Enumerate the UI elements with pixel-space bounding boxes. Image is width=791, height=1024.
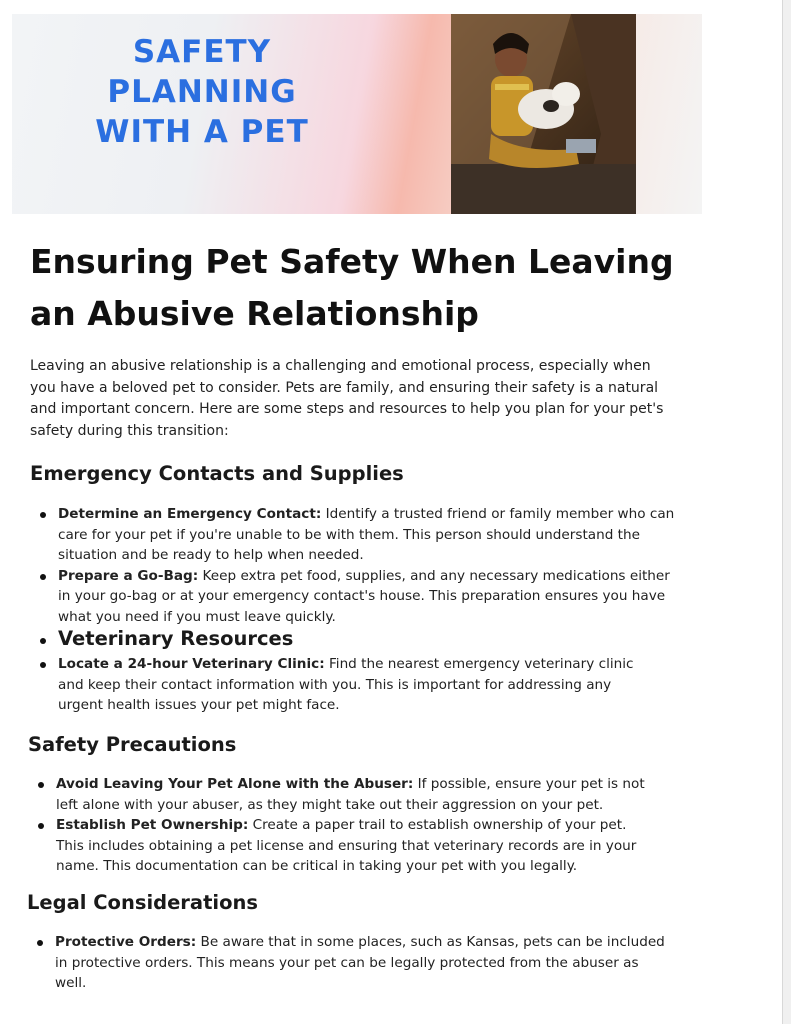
emergency-list: [38, 504, 678, 627]
item-text: Find the nearest emergency veterinary clinic and keep their contact information with you. This is important for addressing any urgent health issues your pet might face.: [58, 656, 634, 713]
heading-emergency: Emergency Contacts and Supplies: [30, 462, 404, 485]
item-text: Keep extra pet food, supplies, and any necessary medications either in your go-bag or at your emergency contact's house. This preparation ensures you have what you need if you must leave quickly.: [58, 567, 670, 625]
item-text: If possible, ensure your pet is not left alone with your abuser, as they might take out their aggression on your pet.: [56, 776, 645, 813]
item-text: Identify a trusted friend or family member who can care for your pet if you're unable to be with them. This person should understand the situation and be ready to help when needed.: [58, 506, 675, 563]
item-label: Prepare a Go-Bag:: [58, 567, 199, 584]
safety-list: [36, 774, 656, 877]
child-with-dog-photo: [451, 14, 636, 214]
page-edge: [782, 0, 791, 1024]
item-label: Determine an Emergency Contact:: [58, 506, 322, 522]
item-label: Locate a 24-hour Veterinary Clinic:: [58, 656, 325, 672]
item-text: Create a paper trail to establish ownership of your pet. This includes obtaining a pet license and ensuring that veterinary records are in your name. This documentation can be critical in taking your pet with you legally.: [56, 817, 637, 874]
item-label: Avoid Leaving Your Pet Alone with the Abuser:: [56, 776, 414, 792]
legal-list: [35, 932, 670, 994]
photo-illustration: [451, 14, 636, 214]
item-label: Establish Pet Ownership:: [56, 817, 249, 833]
banner-title-line-1: SAFETY: [132, 34, 272, 70]
item-text: Be aware that in some places, such as Kansas, pets can be included in protective orders. This means your pet can be legally protected from the abuser as well.: [55, 934, 665, 991]
heading-veterinary: Veterinary Resources: [38, 627, 293, 650]
list-item: [38, 654, 648, 716]
heading-safety: Safety Precautions: [28, 733, 237, 756]
heading-legal: Legal Considerations: [27, 891, 258, 914]
list-item: [38, 504, 678, 566]
intro-paragraph: Leaving an abusive relationship is a challenging and emotional process, especially when you have a beloved pet to consider. Pets are family, and ensuring their safety is a natural and important concern. Here are some steps and resources to help you plan for your pet's safety during this transition:: [30, 358, 664, 439]
page-title: Ensuring Pet Safety When Leaving an Abusive Relationship: [30, 242, 674, 333]
banner-title-line-3: WITH A PET: [95, 114, 309, 150]
banner-title-line-2: PLANNING: [107, 74, 297, 110]
banner-title: [52, 32, 352, 152]
item-label: Protective Orders:: [55, 934, 197, 950]
list-item: [36, 815, 656, 877]
list-item: [38, 566, 678, 628]
list-item: [35, 932, 670, 994]
list-item: [36, 774, 656, 815]
veterinary-list: [38, 654, 648, 716]
